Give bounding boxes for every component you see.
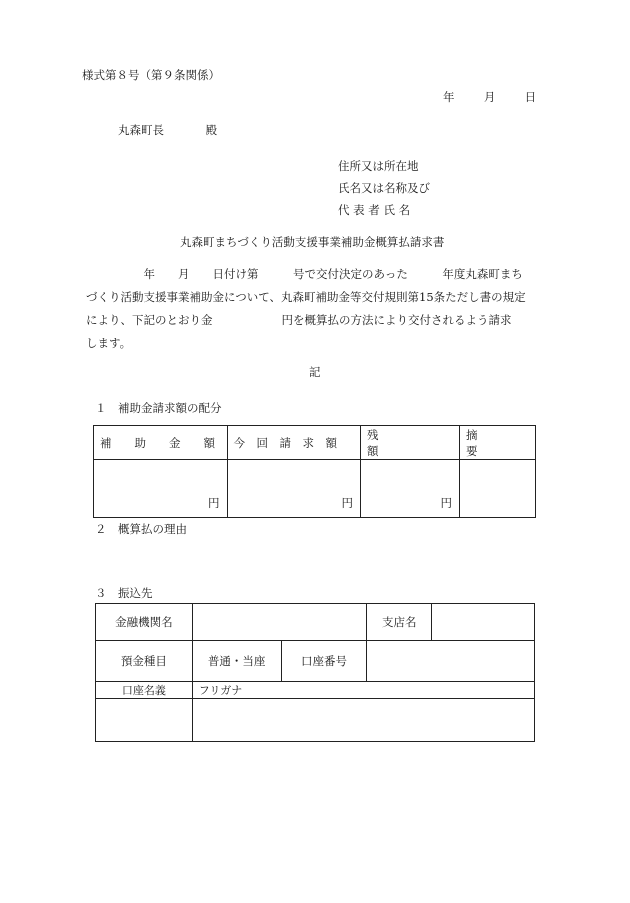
header-subsidy-amount: 補 助 金 額 xyxy=(94,426,228,460)
applicant-name-label: 氏名又は名称及び xyxy=(338,181,430,195)
section3-title: ３ 振込先 xyxy=(95,586,153,600)
account-holder-blank xyxy=(96,699,193,742)
allocation-table xyxy=(93,425,536,518)
subsidy-amount-cell[interactable]: 円 xyxy=(94,460,228,518)
account-holder-label: 口座名義 xyxy=(96,682,193,699)
body-line: により、下記のとおり金 円を概算払の方法により交付されるよう請求 xyxy=(86,313,512,327)
addressee-name: 丸森町長 xyxy=(118,123,164,137)
account-type-label: 預金種目 xyxy=(96,641,193,682)
furigana-label: フリガナ xyxy=(192,682,534,699)
ki-heading: 記 xyxy=(309,365,321,379)
document-title: 丸森町まちづくり活動支援事業補助金概算払請求書 xyxy=(180,235,445,249)
request-body xyxy=(86,263,556,355)
bank-name-field[interactable] xyxy=(192,604,367,641)
date-line xyxy=(443,89,536,105)
account-type-value[interactable]: 普通・当座 xyxy=(192,641,281,682)
addressee-honorific: 殿 xyxy=(205,123,218,137)
branch-field[interactable] xyxy=(432,604,535,641)
account-number-label: 口座番号 xyxy=(281,641,367,682)
applicant-address-label: 住所又は所在地 xyxy=(338,159,419,173)
date-day: 日 xyxy=(524,90,537,104)
section2-title: ２ 概算払の理由 xyxy=(95,522,187,536)
section1-title: １ 補助金請求額の配分 xyxy=(95,401,222,415)
date-year: 年 xyxy=(443,90,455,104)
account-number-field[interactable] xyxy=(367,641,535,682)
current-request-cell[interactable]: 円 xyxy=(227,460,361,518)
branch-label: 支店名 xyxy=(367,604,432,641)
applicant-representative-label: 代 表 者 氏 名 xyxy=(338,203,411,217)
body-line: します。 xyxy=(86,336,132,350)
header-remaining: 残 額 xyxy=(361,426,460,460)
bank-name-label: 金融機関名 xyxy=(96,604,193,641)
header-remarks: 摘 要 xyxy=(460,426,536,460)
body-line: づくり活動支援事業補助金について、丸森町補助金等交付規則第15条ただし書の規定 xyxy=(86,290,526,304)
account-holder-field[interactable] xyxy=(192,699,534,742)
bank-transfer-table xyxy=(95,603,535,742)
applicant-block xyxy=(338,155,430,221)
remarks-cell[interactable] xyxy=(460,460,536,518)
date-month: 月 xyxy=(483,90,496,104)
body-line: 年 月 日付け第 号で交付決定のあった 年度丸森町まち xyxy=(86,267,523,281)
form-number: 様式第８号（第９条関係） xyxy=(82,68,220,82)
addressee xyxy=(118,122,217,138)
header-current-request: 今 回 請 求 額 xyxy=(227,426,361,460)
remaining-cell[interactable]: 円 xyxy=(361,460,460,518)
